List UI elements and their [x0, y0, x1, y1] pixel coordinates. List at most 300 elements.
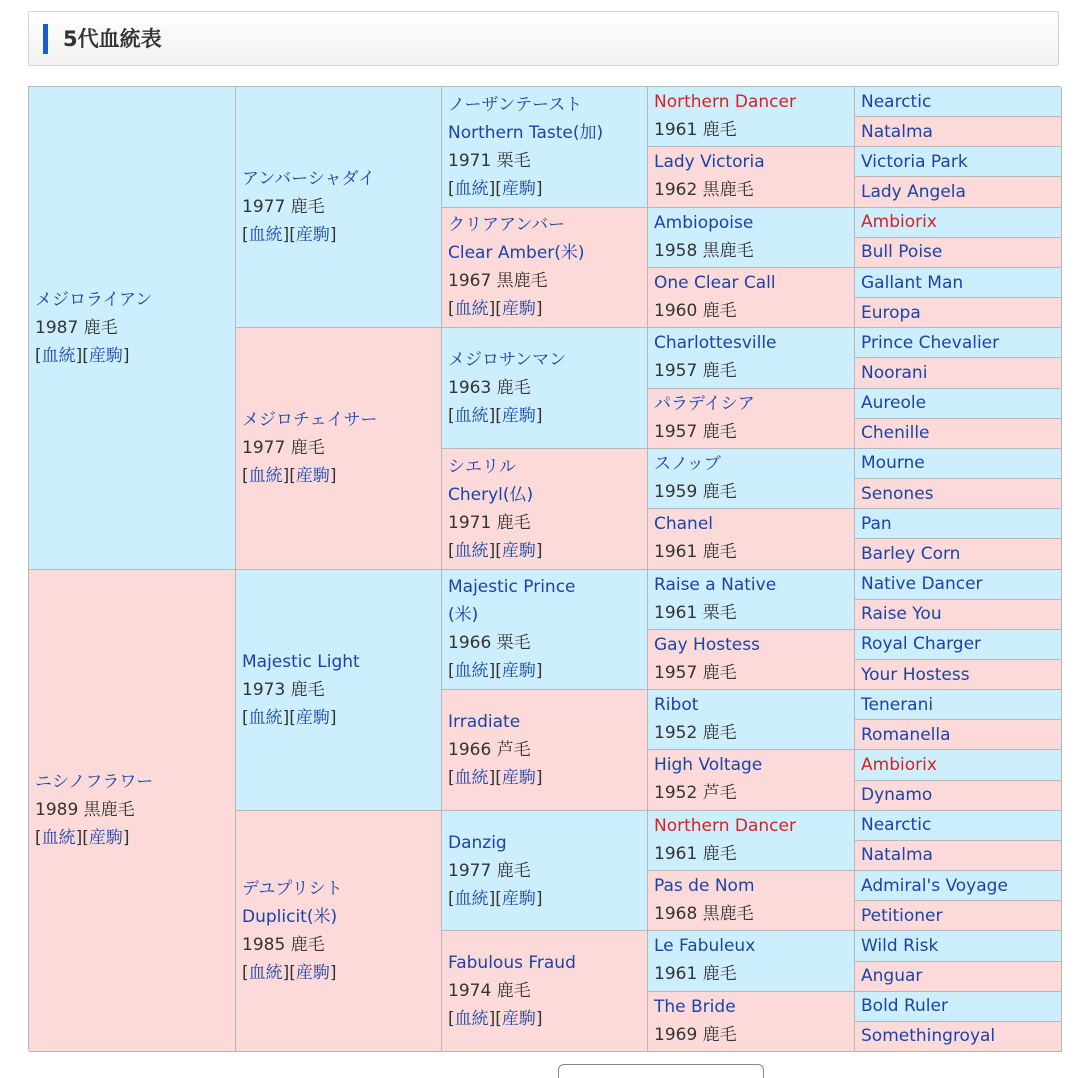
bracket-open: [	[448, 540, 455, 561]
horse-info-line	[448, 374, 641, 402]
horse-birth-year-coat: 1977 鹿毛	[448, 860, 531, 881]
horse-name-link[interactable]: Petitioner	[861, 905, 943, 926]
horse-info-line	[654, 478, 848, 506]
horse-birth-year-coat: 1961 鹿毛	[654, 120, 737, 140]
pedigree-cell-gen4	[648, 570, 855, 630]
horse-info-line	[35, 314, 229, 342]
pedigree-link[interactable]: 血統	[248, 225, 283, 246]
pedigree-cell-gen4	[648, 328, 855, 388]
horse-links	[242, 221, 435, 249]
horse-name-link[interactable]: Ambiorix	[861, 212, 937, 233]
horse-name-link[interactable]: Ribot	[654, 695, 699, 716]
bracket-close: ]	[535, 540, 543, 561]
horse-name-line	[654, 872, 848, 900]
pedigree-link[interactable]: 血統	[454, 661, 489, 682]
offspring-link[interactable]: 産駒	[88, 828, 123, 849]
pedigree-cell-gen3	[442, 570, 648, 691]
bottom-button[interactable]	[558, 1064, 764, 1078]
horse-name-link[interactable]: Majestic Light	[242, 651, 360, 672]
horse-name-line	[654, 631, 848, 659]
pedigree-link[interactable]: 血統	[454, 767, 489, 788]
horse-name-link[interactable]: Bold Ruler	[861, 996, 948, 1017]
horse-name-link[interactable]: One Clear Call	[654, 272, 776, 293]
bracket-close: ][	[488, 661, 502, 682]
bracket-close: ][	[282, 225, 296, 246]
horse-name-alt-line	[448, 601, 641, 629]
horse-name-link[interactable]: Ambiorix	[861, 755, 937, 776]
horse-info-line	[35, 796, 229, 824]
horse-birth-year-coat: 1967 黒鹿毛	[448, 271, 548, 292]
horse-info-line	[654, 538, 848, 566]
horse-entry	[448, 708, 641, 792]
pedigree-cell-gen3	[442, 690, 648, 811]
pedigree-cell-gen4	[648, 268, 855, 328]
horse-name-line	[654, 751, 848, 779]
horse-entry	[654, 329, 848, 385]
bracket-close: ][	[75, 828, 89, 849]
horse-entry	[654, 631, 848, 687]
horse-name-line	[448, 211, 641, 239]
horse-name-link[interactable]: Northern Dancer	[654, 815, 796, 836]
pedigree-cell-gen5	[855, 992, 1062, 1022]
horse-info-line	[448, 629, 641, 657]
horse-name-alt-line	[448, 481, 641, 509]
horse-birth-year-coat: 1966 栗毛	[448, 633, 531, 654]
horse-name-line	[35, 286, 229, 314]
pedigree-link[interactable]: 血統	[454, 1009, 489, 1030]
horse-name-link[interactable]: Nearctic	[861, 91, 932, 112]
horse-name-link[interactable]: Ambiopoise	[654, 212, 754, 233]
horse-entry	[654, 88, 848, 144]
horse-name-line	[448, 573, 641, 601]
bracket-close: ][	[488, 540, 502, 561]
horse-name-line	[654, 450, 848, 478]
pedigree-link[interactable]: 血統	[248, 466, 283, 487]
horse-info-line	[654, 599, 848, 627]
pedigree-cell-gen5	[855, 509, 1062, 539]
horse-name-link[interactable]: Pas de Nom	[654, 876, 755, 897]
horse-info-line	[448, 977, 641, 1005]
horse-links	[448, 175, 641, 203]
horse-name-link[interactable]: Chenille	[861, 423, 930, 444]
horse-name-link[interactable]: Romanella	[861, 724, 951, 745]
horse-birth-year-coat: 1957 鹿毛	[654, 662, 737, 683]
horse-name-alt-line	[242, 903, 435, 931]
offspring-link[interactable]: 産駒	[501, 888, 536, 909]
horse-name-link[interactable]: Natalma	[861, 121, 933, 142]
horse-birth-year-coat: 1963 鹿毛	[448, 378, 531, 399]
horse-info-line	[242, 434, 435, 462]
horse-name-link[interactable]: Nearctic	[861, 815, 932, 836]
horse-name-link[interactable]: Gay Hostess	[654, 634, 760, 655]
horse-links	[448, 764, 641, 792]
pedigree-table	[28, 86, 1061, 1051]
horse-name-link[interactable]: Raise a Native	[654, 574, 777, 595]
pedigree-cell-gen2	[236, 570, 442, 811]
offspring-link[interactable]: 産駒	[501, 299, 536, 320]
offspring-link[interactable]: 産駒	[295, 707, 330, 728]
horse-name-alt-line	[448, 239, 641, 267]
bracket-open: [	[448, 299, 455, 320]
horse-entry	[448, 573, 641, 685]
pedigree-cell-gen5	[855, 660, 1062, 690]
horse-entry	[242, 406, 435, 490]
bracket-open: [	[242, 962, 249, 983]
pedigree-cell-gen5	[855, 630, 1062, 660]
horse-name-link[interactable]: メジロチェイサー	[242, 410, 378, 431]
horse-name-link[interactable]: Senones	[861, 483, 934, 504]
offspring-link[interactable]: 産駒	[295, 225, 330, 246]
horse-info-line	[654, 1021, 848, 1049]
pedigree-link[interactable]: 血統	[454, 888, 489, 909]
horse-birth-year-coat: 1974 鹿毛	[448, 981, 531, 1002]
bracket-close: ]	[535, 1009, 543, 1030]
bracket-close: ]	[122, 828, 130, 849]
horse-name-link[interactable]: Barley Corn	[861, 543, 961, 564]
pedigree-cell-gen5	[855, 238, 1062, 268]
horse-name-line	[35, 768, 229, 796]
bracket-open: [	[448, 406, 455, 427]
horse-name-link[interactable]: Admiral's Voyage	[861, 875, 1008, 896]
pedigree-cell-gen4	[648, 630, 855, 690]
horse-name-link[interactable]: Royal Charger	[861, 634, 982, 655]
horse-name-link[interactable]: Somethingroyal	[861, 1026, 996, 1047]
pedigree-link[interactable]: 血統	[454, 178, 489, 199]
horse-birth-year-coat: 1961 鹿毛	[654, 964, 737, 985]
pedigree-cell-gen5	[855, 419, 1062, 449]
horse-entry	[654, 751, 848, 807]
horse-name-line	[654, 209, 848, 237]
pedigree-cell-gen5	[855, 570, 1062, 600]
offspring-link[interactable]: 産駒	[295, 466, 330, 487]
pedigree-link[interactable]: 血統	[454, 299, 489, 320]
horse-name-link[interactable]: Victoria Park	[861, 151, 968, 172]
horse-name-link[interactable]: Le Fabuleux	[654, 936, 756, 957]
horse-name-line	[654, 390, 848, 418]
offspring-link[interactable]: 産駒	[501, 767, 536, 788]
pedigree-cell-gen4	[648, 931, 855, 991]
horse-name-link[interactable]: Native Dancer	[861, 574, 983, 595]
bracket-open: [	[35, 828, 42, 849]
horse-info-line	[654, 960, 848, 988]
horse-birth-year-coat: 1958 黒鹿毛	[654, 240, 754, 261]
horse-entry	[242, 648, 435, 732]
horse-entry	[448, 949, 641, 1033]
pedigree-cell-gen1	[29, 87, 236, 570]
horse-name-link[interactable]: Raise You	[861, 604, 942, 625]
bracket-close: ][	[488, 406, 502, 427]
horse-entry	[448, 829, 641, 913]
pedigree-cell-gen5	[855, 117, 1062, 147]
horse-info-line	[242, 676, 435, 704]
pedigree-link[interactable]: 血統	[248, 707, 283, 728]
bracket-open: [	[448, 1009, 455, 1030]
pedigree-cell-gen5	[855, 177, 1062, 207]
bracket-close: ]	[535, 299, 543, 320]
horse-name-line	[448, 346, 641, 374]
horse-name-link[interactable]: ノーザンテースト	[448, 94, 583, 115]
pedigree-cell-gen5	[855, 479, 1062, 509]
horse-links	[448, 537, 641, 565]
horse-entry	[654, 390, 848, 446]
horse-links	[35, 342, 229, 370]
bracket-close: ][	[75, 345, 89, 366]
horse-name-link[interactable]: Northern Dancer	[654, 92, 796, 112]
horse-entry	[654, 932, 848, 988]
pedigree-cell-gen5	[855, 690, 1062, 720]
offspring-link[interactable]: 産駒	[501, 540, 536, 561]
pedigree-cell-gen5	[855, 781, 1062, 811]
horse-name-link[interactable]: Noorani	[861, 362, 928, 383]
bracket-open: [	[242, 707, 249, 728]
horse-info-line	[242, 931, 435, 959]
horse-name-link[interactable]: クリアアンバー	[448, 215, 566, 236]
horse-alt-name-link[interactable]: (米)	[448, 605, 479, 626]
bracket-close: ]	[329, 225, 337, 246]
offspring-link[interactable]: 産駒	[501, 406, 536, 427]
horse-entry	[654, 812, 848, 868]
horse-birth-year-coat: 1971 鹿毛	[448, 512, 531, 533]
horse-name-link[interactable]: デユプリシト	[242, 878, 343, 899]
horse-name-link[interactable]: Pan	[861, 513, 892, 534]
pedigree-cell-gen5	[855, 389, 1062, 419]
horse-birth-year-coat: 1952 鹿毛	[654, 723, 737, 744]
pedigree-cell-gen5	[855, 268, 1062, 298]
horse-info-line	[654, 116, 848, 144]
pedigree-cell-gen3	[442, 449, 648, 570]
horse-name-link[interactable]: High Voltage	[654, 755, 763, 776]
offspring-link[interactable]: 産駒	[88, 345, 123, 366]
pedigree-cell-gen5	[855, 539, 1062, 569]
horse-birth-year-coat: 1966 芦毛	[448, 739, 531, 760]
offspring-link[interactable]: 産駒	[501, 661, 536, 682]
horse-info-line	[654, 659, 848, 687]
bracket-open: [	[35, 345, 42, 366]
bracket-close: ][	[488, 888, 502, 909]
pedigree-cell-gen5	[855, 811, 1062, 841]
horse-name-link[interactable]: Prince Chevalier	[861, 332, 1000, 353]
horse-birth-year-coat: 1957 鹿毛	[654, 361, 737, 382]
bracket-open: [	[242, 466, 249, 487]
pedigree-cell-gen5	[855, 750, 1062, 780]
horse-info-line	[654, 840, 848, 868]
horse-name-link[interactable]: ニシノフラワー	[35, 772, 154, 793]
bracket-open: [	[448, 661, 455, 682]
horse-name-line	[654, 510, 848, 538]
horse-entry	[448, 91, 641, 203]
pedigree-cell-gen5	[855, 720, 1062, 750]
pedigree-cell-gen5	[855, 962, 1062, 992]
horse-name-link[interactable]: The Bride	[654, 996, 736, 1017]
horse-alt-name-link[interactable]: Clear Amber(米)	[448, 243, 585, 264]
pedigree-cell-gen4	[648, 389, 855, 449]
bracket-close: ]	[535, 178, 543, 199]
horse-birth-year-coat: 1962 黒鹿毛	[654, 180, 754, 201]
horse-name-link[interactable]: Charlottesville	[654, 333, 777, 354]
bracket-open: [	[448, 888, 455, 909]
bracket-close: ][	[488, 178, 502, 199]
horse-entry	[242, 165, 435, 249]
horse-alt-name-link[interactable]: Northern Taste(加)	[448, 122, 604, 143]
horse-name-link[interactable]: Majestic Prince	[448, 577, 576, 598]
horse-info-line	[654, 357, 848, 385]
horse-info-line	[654, 297, 848, 325]
bracket-close: ]	[535, 406, 543, 427]
pedigree-cell-gen4	[648, 811, 855, 871]
horse-name-link[interactable]: シエリル	[448, 456, 516, 477]
horse-name-link[interactable]: Bull Poise	[861, 242, 943, 263]
bracket-close: ]	[535, 888, 543, 909]
pedigree-cell-gen3	[442, 811, 648, 932]
horse-name-link[interactable]: Your Hostess	[861, 664, 970, 685]
horse-links	[35, 824, 229, 852]
horse-name-line	[242, 648, 435, 676]
horse-info-line	[654, 237, 848, 265]
bracket-close: ][	[282, 707, 296, 728]
horse-birth-year-coat: 1957 鹿毛	[654, 421, 737, 442]
pedigree-link[interactable]: 血統	[41, 345, 76, 366]
pedigree-cell-gen4	[648, 992, 855, 1052]
horse-birth-year-coat: 1971 栗毛	[448, 150, 531, 171]
pedigree-cell-gen5	[855, 358, 1062, 388]
bracket-close: ][	[488, 767, 502, 788]
horse-name-link[interactable]: Lady Victoria	[654, 152, 765, 173]
horse-name-link[interactable]: Tenerani	[861, 694, 934, 715]
pedigree-cell-gen5	[855, 841, 1062, 871]
horse-birth-year-coat: 1968 黒鹿毛	[654, 904, 754, 925]
horse-birth-year-coat: 1959 鹿毛	[654, 481, 737, 502]
pedigree-cell-gen5	[855, 600, 1062, 630]
horse-entry	[654, 209, 848, 265]
pedigree-link[interactable]: 血統	[41, 828, 76, 849]
horse-name-link[interactable]: メジロライアン	[35, 289, 153, 310]
pedigree-cell-gen5	[855, 901, 1062, 931]
pedigree-cell-gen5	[855, 449, 1062, 479]
horse-name-link[interactable]: Lady Angela	[861, 182, 966, 203]
horse-entry	[654, 571, 848, 627]
horse-name-link[interactable]: Dynamo	[861, 785, 933, 806]
horse-links	[242, 959, 435, 987]
horse-links	[242, 462, 435, 490]
horse-info-line	[242, 193, 435, 221]
horse-entry	[654, 450, 848, 506]
pedigree-link[interactable]: 血統	[454, 406, 489, 427]
horse-info-line	[448, 509, 641, 537]
horse-birth-year-coat: 1977 鹿毛	[242, 197, 325, 218]
horse-birth-year-coat: 1961 鹿毛	[654, 542, 737, 563]
bracket-open: [	[242, 225, 249, 246]
bracket-close: ]	[535, 767, 543, 788]
offspring-link[interactable]: 産駒	[501, 1009, 536, 1030]
horse-alt-name-link[interactable]: Duplicit(米)	[242, 906, 338, 927]
bracket-close: ]	[329, 962, 337, 983]
horse-name-link[interactable]: Danzig	[448, 832, 507, 853]
horse-name-link[interactable]: Wild Risk	[861, 935, 939, 956]
horse-birth-year-coat: 1989 黒鹿毛	[35, 800, 135, 821]
pedigree-cell-gen4	[648, 87, 855, 147]
horse-name-link[interactable]: Fabulous Fraud	[448, 953, 576, 974]
horse-birth-year-coat: 1952 芦毛	[654, 783, 737, 804]
horse-entry	[654, 269, 848, 325]
horse-entry	[242, 875, 435, 987]
horse-name-link[interactable]: パラデイシア	[654, 393, 755, 414]
horse-name-link[interactable]: Natalma	[861, 845, 933, 866]
bracket-close: ]	[122, 345, 130, 366]
horse-links	[242, 704, 435, 732]
horse-links	[448, 295, 641, 323]
pedigree-cell-gen4	[648, 690, 855, 750]
pedigree-cell-gen5	[855, 147, 1062, 177]
horse-name-link[interactable]: Gallant Man	[861, 272, 964, 293]
pedigree-cell-gen5	[855, 931, 1062, 961]
offspring-link[interactable]: 産駒	[295, 962, 330, 983]
horse-info-line	[448, 267, 641, 295]
horse-name-line	[242, 165, 435, 193]
pedigree-link[interactable]: 血統	[454, 540, 489, 561]
horse-entry	[35, 286, 229, 370]
horse-entry	[448, 211, 641, 323]
horse-name-alt-line	[448, 119, 641, 147]
horse-birth-year-coat: 1985 鹿毛	[242, 934, 325, 955]
horse-links	[448, 1005, 641, 1033]
horse-entry	[654, 148, 848, 204]
bracket-close: ]	[535, 661, 543, 682]
horse-info-line	[654, 176, 848, 204]
horse-info-line	[448, 736, 641, 764]
horse-name-line	[654, 993, 848, 1021]
horse-birth-year-coat: 1960 鹿毛	[654, 300, 737, 321]
horse-links	[448, 657, 641, 685]
horse-name-link[interactable]: Europa	[861, 302, 921, 323]
horse-info-line	[448, 857, 641, 885]
horse-name-link[interactable]: Aureole	[861, 393, 927, 414]
horse-name-line	[448, 708, 641, 736]
horse-name-link[interactable]: Chanel	[654, 514, 714, 535]
pedigree-cell-gen5	[855, 208, 1062, 238]
horse-name-line	[242, 406, 435, 434]
bracket-close: ][	[488, 1009, 502, 1030]
horse-name-link[interactable]: Mourne	[861, 453, 925, 474]
pedigree-cell-gen4	[648, 509, 855, 569]
horse-name-link[interactable]: Irradiate	[448, 711, 521, 732]
horse-info-line	[654, 719, 848, 747]
bracket-close: ]	[329, 707, 337, 728]
horse-name-line	[654, 691, 848, 719]
horse-name-line	[448, 949, 641, 977]
pedigree-cell-gen2	[236, 811, 442, 1052]
pedigree-cell-gen4	[648, 449, 855, 509]
offspring-link[interactable]: 産駒	[501, 178, 536, 199]
pedigree-cell-gen5	[855, 328, 1062, 358]
bracket-open: [	[448, 178, 455, 199]
horse-name-link[interactable]: スノッブ	[654, 453, 721, 474]
pedigree-cell-gen4	[648, 208, 855, 268]
horse-alt-name-link[interactable]: Cheryl(仏)	[448, 484, 534, 505]
horse-name-line	[654, 571, 848, 599]
horse-name-line	[654, 329, 848, 357]
pedigree-link[interactable]: 血統	[248, 962, 283, 983]
horse-name-link[interactable]: メジロサンマン	[448, 350, 567, 371]
horse-entry	[448, 453, 641, 565]
bracket-close: ][	[282, 466, 296, 487]
horse-info-line	[654, 779, 848, 807]
horse-name-link[interactable]: Anguar	[861, 966, 923, 987]
horse-name-link[interactable]: アンバーシャダイ	[242, 169, 376, 190]
horse-entry	[654, 993, 848, 1049]
horse-name-line	[448, 91, 641, 119]
horse-name-line	[448, 453, 641, 481]
horse-entry	[654, 510, 848, 566]
